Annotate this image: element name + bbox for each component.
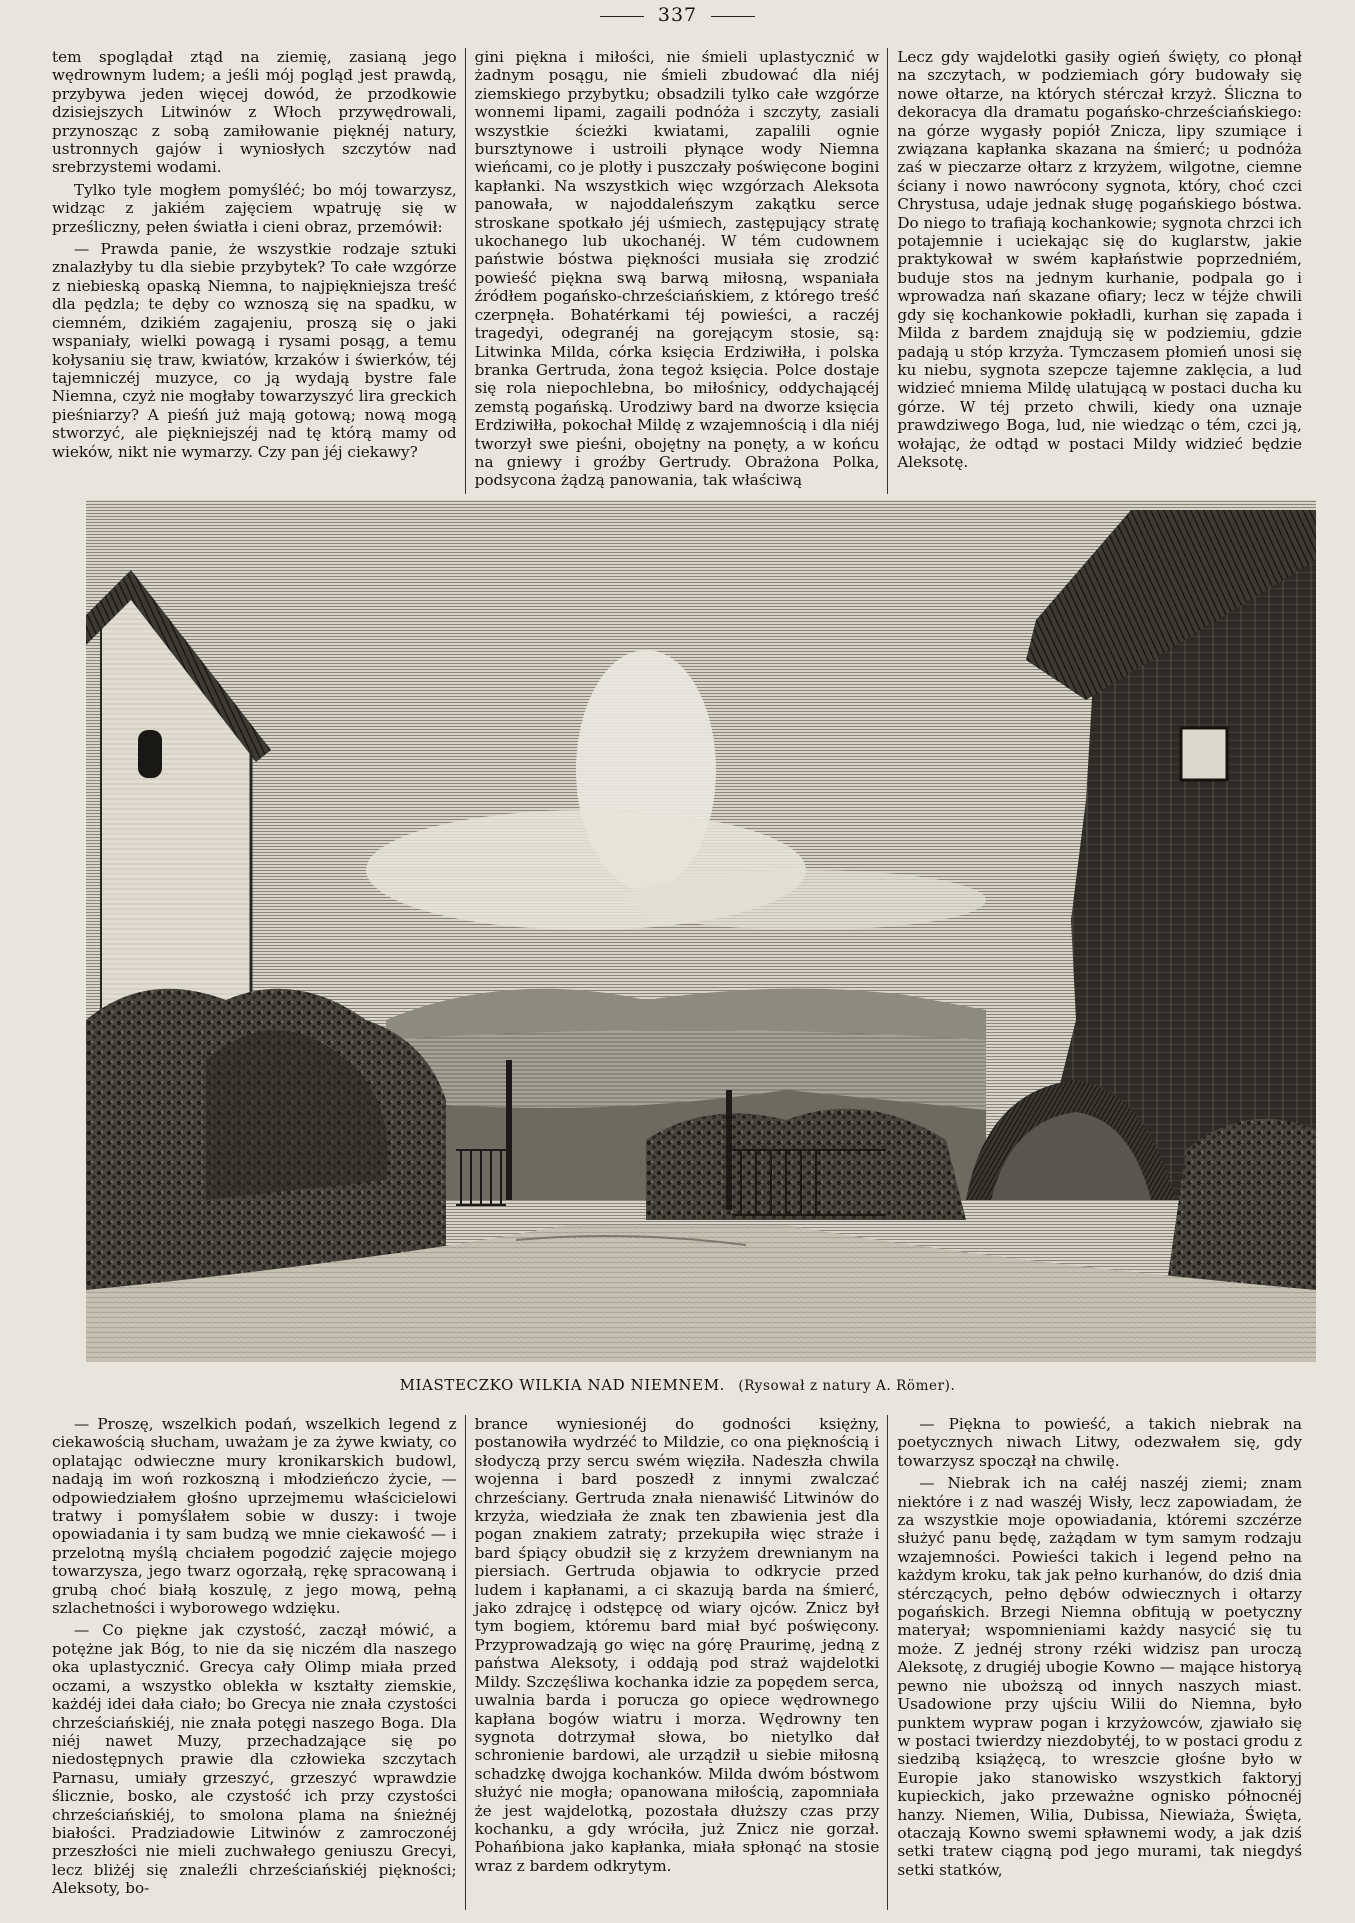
caption-title: MIASTECZKO WILKIA NAD NIEMNEM. xyxy=(399,1376,726,1394)
caption-credit: (Rysował z natury A. Römer). xyxy=(738,1378,956,1394)
page-number-text: 337 xyxy=(657,4,698,26)
bottom-text-columns xyxy=(52,1415,1302,1910)
top-text-columns xyxy=(52,48,1302,490)
paragraph: — Co piękne jak czystość, zaczął mówić, a potężne jak Bóg, to nie da się niczém dla naszego oka uplastycznić. Grecya cały Olimp miała przed oczami, a wszystko oblekła w kształty ziemskie, każdéj idei dała ciało; bo Grecya nie znała czystości chrześciańskiéj, nie znała potęgi naszego Boga. Dla niéj nawet Muzy, przechadzające się po niedostępnych prawie dla człowieka szczytach Parnasu, umiały grzeszyć, grzeszyć wprawdzie ślicznie, bosko, ale czystość ich przy czystości chrześciańskiéj, to smolona plama na śnieżnéj białości. Pradziadowie Litwinów z zamroczonéj przeszłości nie mieli zuchwałego geniuszu Grecyi, lecz bliżéj się znaleźli chrześciańskiéj piękności; Aleksoty, bo- xyxy=(52,1621,457,1898)
top-column-1 xyxy=(52,48,457,494)
paragraph: brance wyniesionéj do godności księżny, postanowiła wydrzéć to Mildzie, co ona pięknością i słodyczą przy sercu swém więziła. Nadeszła chwila wojenna i bard poszedł z innymi zwalczać chrześciany. Gertruda znała nienawiść Litwinów do krzyża, wiedziała że znak ten zbawienia jest dla pogan znakiem zatraty; przekupiła więc straże i bard śpiący obudził się z krzyżem drewnianym na piersiach. Gertruda objawia to odkrycie przed ludem i kapłanami, a ci skazują barda na śmierć, jako zdrajcę i odstępcę od wiary ojców. Znicz był tym bogiem, któremu bard miał być poświęcony. Przyprowadzają go więc na górę Praurimę, jedną z państwa Aleksoty, i oddają pod straż wajdelotki Mildy. Szczęśliwa kochanka idzie za popędem serca, uwalnia barda i porucza go opiece wędrownego kapłana bogów wiatru i morza. Wędrowny ten sygnota dotrzymał słowa, bo nietylko dał schronienie bardowi, ale urządził u siebie miłosną schadzkę dwojga kochanków. Milda dwóm bóstwom służyć nie mogła; opanowana miłością, zapomniała że jest wajdelotką, pozostała dłuższy czas przy kochanku, a gdy wróciła, już Znicz nie gorzał. Pohańbiona jako kapłanka, miała spłonąć na stosie wraz z bardem odkrytym. xyxy=(474,1415,880,1875)
engraving-illustration xyxy=(86,500,1316,1362)
paragraph: — Prawda panie, że wszystkie rodzaje sztuki znalazłyby tu dla siebie przybytek? To całe wzgórze z niebieską opaską Niemna, to najpiękniejsza treść dla pędzla; te dęby co wznoszą się na spadku, w ciemném, dzikiém zagajeniu, proszą się o jaki wspaniały, wielki powagą i rysami posąg, a temu kołysaniu się traw, kwiatów, krzaków i świerków, téj tajemniczéj muzyce, co ją wydają bystre fale Niemna, czyż nie mogłaby towarzyszyć lira greckich pieśniarzy? A pieśń już mają gotową; nową mogą stworzyć, ale piękniejszéj nad tę którą mamy od wieków, nikt nie wymarzy. Czy pan jéj ciekawy? xyxy=(52,240,457,461)
bottom-column-1 xyxy=(52,1415,457,1910)
paragraph: — Piękna to powieść, a takich niebrak na poetycznych niwach Litwy, odezwałem się, gdy towarzysz spoczął na chwilę. xyxy=(897,1415,1302,1470)
paragraph: Lecz gdy wajdelotki gasiły ogień święty, co płonął na szczytach, w podziemiach góry budowały się nowe ołtarze, na których stérczał krzyż. Śliczna to dekoracya dla dramatu pogańsko-chrześciańskiego: na górze wygasły popiół Znicza, lipy szumiące i związana kapłanka skazana na śmierć; u podnóża zaś w pieczarze ołtarz z krzyżem, wilgotne, ciemne ściany i nowo nawrócony sygnota, który, choć czci Chrystusa, udaje jednak sługę pogańskiego bóstwa. Do niego to trafiają kochankowie; sygnota chrzci ich potajemnie i uciekając się do kuglarstw, jakie praktykował w swém kapłaństwie poprzedniém, buduje stos na jednym kurhanie, podpala go i wprowadza nań skazane ofiary; lecz w téjże chwili gdy się kochankowie pokładli, kurhan się zapada i Milda z bardem znajdują się w podziemiu, gdzie padają u stóp krzyża. Tymczasem płomień unosi się ku niebu, sygnota szepcze tajemne zaklęcia, a lud widzieć mniema Mildę ulatującą w postaci ducha ku górze. W téj przeto chwili, kiedy ona uznaje prawdziwego Boga, lud, nie wiedząc o tém, czci ją, wołając, że odtąd w postaci Mildy widzieć będzie Aleksotę. xyxy=(897,48,1302,471)
paragraph: — Niebrak ich na całéj naszéj ziemi; znam niektóre i z nad waszéj Wisły, lecz zapowiadam, że za wszystkie moje opowiadania, któremi szczérze służyć panu będę, zażądam w tym samym rodzaju wzajemności. Powieści takich i legend pełno na każdym kroku, tak jak pełno kurhanów, do dziś dnia stérczących, pełno dębów odwiecznych i ołtarzy pogańskich. Brzegi Niemna obfitują w poetyczny materyał; wspomnieniami każdy nasycić się tu może. Z jednéj strony rzéki widzisz pan uroczą Aleksotę, z drugiéj ubogie Kowno — mające historyą pewno nie uboższą od innych naszych miast. Usadowione przy ujściu Wilii do Niemna, było punktem wypraw pogan i krzyżowców, zjawiało się w postaci twierdzy niezdobytéj, to w postaci grodu z siedzibą książęcą, to wreszcie głośne było w Europie jako stanowisko wszystkich faktoryj kupieckich, jako przeważne ognisko północnéj hanzy. Niemen, Wilia, Dubissa, Niewiaża, Święta, otaczają Kowno swemi spławnemi wody, a jak dziś setki tratew ciągną pod jego murami, tak niegdyś setki statków, xyxy=(897,1474,1302,1879)
bottom-column-2 xyxy=(475,1415,880,1910)
page-number xyxy=(0,4,1355,26)
bottom-column-3 xyxy=(897,1415,1302,1910)
paragraph: tem spoglądał ztąd na ziemię, zasianą jego wędrownym ludem; a jeśli mój pogląd jest prawdą, przybywa jeden więcej dowód, że przodkowie dzisiejszych Litwinów z Włoch przywędrowali, przynosząc z sobą zamiłowanie pięknéj natury, ustronnych gajów i wyniosłych szczytów nad srebrzystemi wodami. xyxy=(52,48,457,177)
paragraph: Tylko tyle mogłem pomyśléć; bo mój towarzysz, widząc z jakiém zajęciem wpatruję się w prześliczny, pełen światła i cieni obraz, przemówił: xyxy=(52,180,457,236)
paragraph: gini piękna i miłości, nie śmieli uplastycznić w żadnym posągu, nie śmieli zbudować dla niéj ziemskiego przybytku; obsadzili tylko całe wzgórze wonnemi lipami, zagaili podnóża i szczyty, zasiali wszystkie ścieżki kwiatami, zapalili ognie bursztynowe i ustroili płynące wody Niemna wieńcami, co je plotły i puszczały poświęcone bogini kapłanki. Na wszystkich więc wzgórzach Aleksota panowała, w najoddaleńszym zakątku serce stroskane spotkało jéj uśmiech, zastępujący stratę ukochanego lub ukochanéj. W tém cudownem państwie bóstwa piękności musiała się zrodzić powieść piękna swą barwą miłosną, wspaniała źródłem pogańsko-chrześciańskiem, z którego treść czerpnęła. Bohatérkami téj powieści, a raczéj tragedyi, odegranéj na gorejącym stosie, są: Litwinka Milda, córka księcia Erdziwiłła, i polska branka Gertruda, żona tegoż księcia. Polce dostaje się rola niepochlebna, bo miłośnicy, oddychającéj zemstą pogańską. Urodziwy bard na dworze księcia Erdziwiłła, pokochał Mildę z wzajemnością i dla niéj tworzył swe pieśni, obojętny na ponęty, a w końcu na gniewy i groźby Gertrudy. Obrażona Polka, podsycona żądzą panowania, tak właściwą xyxy=(474,48,880,490)
top-column-2 xyxy=(475,48,880,494)
top-column-3 xyxy=(897,48,1302,494)
illustration-caption xyxy=(0,1376,1355,1394)
paragraph: — Proszę, wszelkich podań, wszelkich legend z ciekawością słucham, uważam je za żywe kwiaty, co oplatając odwieczne mury kronikarskich budowl, nadają im woń rozkoszną i młodzieńczo życie, — odpowiedziałem głośno uprzejmemu właścicielowi tratwy i pomyślałem sobie w duszy: i twoje opowiadania i ty sam budzą we mnie ciekawość — i przelotną myślą chciałem pogodzić zajęcie mojego towarzysza, jego twarz ogorzałą, rękę spracowaną i grubą choć białą koszulę, z jego mową, pełną szlachetności i wyborowego wdzięku. xyxy=(52,1415,457,1618)
engraving-scene xyxy=(86,500,1316,1362)
